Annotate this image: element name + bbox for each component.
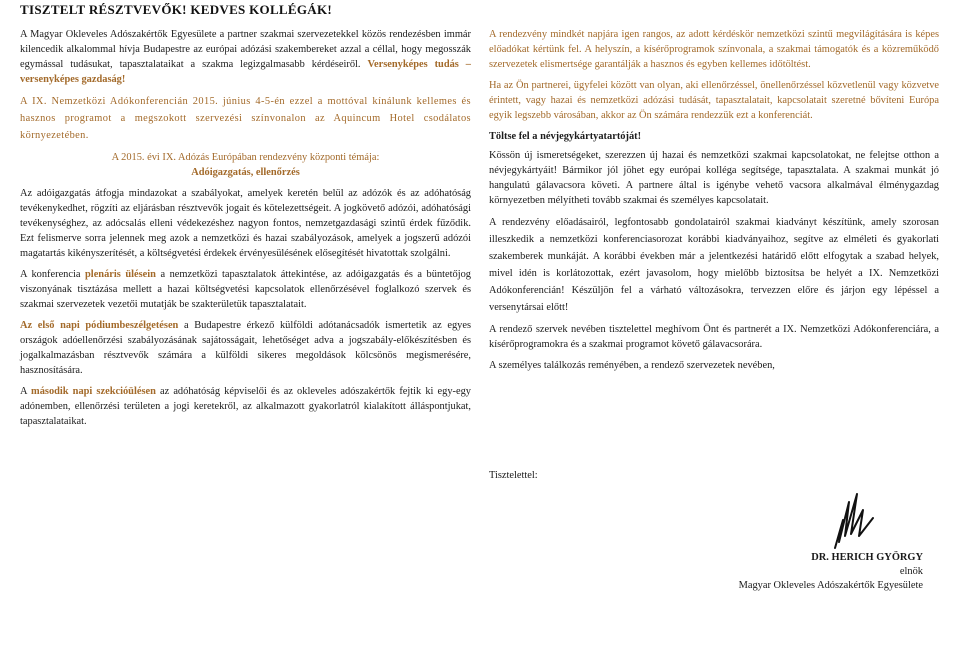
- closing-text: Tisztelettel:: [489, 470, 538, 481]
- business-card-title: Töltse fel a névjegykártyatartóját!: [489, 131, 642, 142]
- left-column: [20, 27, 471, 435]
- regards-paragraph: A személyes találkozás reményében, a rendező szervezetek nevében,: [489, 360, 775, 371]
- section-highlight: második napi szekcióülésen: [31, 386, 156, 397]
- intro-paragraph: [20, 27, 471, 87]
- invitation-paragraph: A rendező szervek nevében tisztelettel meghívom Önt és partnerét a IX. Nemzetközi Adókonferenciára, a kísérőprogramokra és a szakmai programot követő gálavacsorára.: [489, 324, 939, 350]
- signer-organization: Magyar Okleveles Adószakértők Egyesülete: [738, 580, 923, 591]
- right-column: [489, 27, 939, 379]
- section-paragraph: A második napi szekcióülésen az adóhatóság képviselői és az okleveles adószakértők fejtik ki egy-egy adónemben, ellenőrzési területen a jogi keretekről, az alkalmazott gyakorlatról kialakított álláspontjukat, tapasztalataikat.: [20, 386, 471, 427]
- plenary-highlight: plenáris ülésein: [85, 269, 156, 280]
- handwritten-signature: [829, 490, 899, 552]
- conference-paragraph: A IX. Nemzetközi Adókonferencián 2015. június 4-5-én ezzel a mottóval kínálunk kellemes és hasznos programot a megszokott szervezési színvonalon az Aquincum Hotel csodálatos környezetében.: [20, 96, 471, 141]
- topic-paragraph: Az adóigazgatás átfogja mindazokat a szabályokat, amelyek keretén belül az adózók és az adóhatóság tevékenykedhet, rögzíti az eljárásban résztvevők jogait és kötelezettségeit. A jogkövető adózói, adóhatósági tevékenységhez, az adócsalás elleni védekezéshez nagyon fontos, nemzetgazdasági szintű érdek fűződik. Ezt felismerve sorra jelennek meg azok a nemzetközi és hazai szabályozások, amelyek a jogszerű adózói magatartás kikényszerítését, a költségvetési érdekek érvényesülésének elősegítését hivatottak szolgálni.: [20, 188, 471, 259]
- audience-paragraph: Ha az Ön partnerei, ügyfelei között van olyan, aki ellenőrzéssel, önellenőrzéssel közvetlenül vagy közvetve érintett, vagy hazai és nemzetközi adózási tudását, tapasztalatait, kapcsolatait szeretné bővíteni Európa egyik legszebb városában, akkor az Ön számára rendezzük ezt a konferenciát.: [489, 80, 939, 121]
- letter-header: TISZTELT RÉSZTVEVŐK! KEDVES KOLLÉGÁK!: [20, 2, 333, 17]
- intro-text: A Magyar Okleveles Adószakértők Egyesülete a partner szakmai szervezetekkel közös rendezésben immár kilencedik alkalommal hívja Budapestre az európai adózási szakembereket azzal a céllal, hogy megosszák egymással tudásukat, tapasztalataikat a szakma legizgalmasabb kérdéseiről.: [20, 29, 471, 70]
- signer-name: DR. HERICH GYÖRGY: [811, 552, 923, 563]
- signer: [739, 551, 923, 593]
- speakers-paragraph: A rendezvény mindkét napjára igen rangos, az adott kérdéskör nemzetközi szintű megvilágítására is képes előadókat kértünk fel. A helyszín, a kísérőprogramok színvonala, a szakmai támogatók és a közreműködő szervezetek elismertsége garantálják a hasznos és egyben kellemes időtöltést.: [489, 29, 939, 70]
- panel-highlight: Az első napi pódiumbeszélgetésen: [20, 320, 179, 331]
- signature-block: [489, 470, 923, 591]
- networking-paragraph: Kössön új ismeretségeket, szerezzen új hazai és nemzetközi szakmai kapcsolatokat, ne felejtse otthon a névjegykártyáit! Bármikor jól jöhet egy európai kolléga segítsége, tapasztalata. A szakmai munkát jó hangulatú gálavacsora követi. A partnere által is igénybe vehető vacsora alkalmával élménygazdag környezetben mélyítheti tovább szakmai és személyes kapcsolatait.: [489, 150, 939, 206]
- signer-title: elnök: [899, 566, 923, 577]
- plenary-paragraph: A konferencia plenáris ülésein a nemzetközi tapasztalatok áttekintése, az adóigazgatás és a büntetőjog viszonyának tisztázása mellett a hazai költségvetési kapcsolatok ellenőrzésével foglalkozó szervek és szakmai szervezetek vezetői mutatják be szakterületük tapasztalatait.: [20, 269, 471, 310]
- panel-paragraph: Az első napi pódiumbeszélgetésen a Budapestre érkező külföldi adótanácsadók ismertetik az egyes országok adóellenőrzési szabályozásának sajátosságait, lehetőséget adva a jogszabály-előkészítésben és jogalkalmazásban résztvevők számára a külföldi sikeres megoldások kölcsönös megismerésére, hasznosítására.: [20, 320, 471, 376]
- topic-title: Adóigazgatás, ellenőrzés: [191, 167, 300, 178]
- publication-paragraph: A rendezvény előadásairól, legfontosabb gondolatairól szakmai kiadványt készítünk, amely szorosan illeszkedik a nemzetközi konferenciasorozat korábbi kiadványaihoz, segítve az elméleti és gyakorlati szakemberek munkáját. A korábbi években már a jelentkezési határidő előtt elfogytak a szabad helyek, mivel idén is korlátozottak, ezért javasolom, hogy mielőbb biztosítsa be helyét a IX. Nemzetközi Adókonferencián! Készüljön fel a várható változásokra, tervezzen előre és járjon egy lépéssel a versenytársai előtt!: [489, 217, 939, 313]
- topic-lead: A 2015. évi IX. Adózás Európában rendezvény központi témája:: [111, 152, 380, 163]
- motto-text: Versenyképes tudás – versenyképes gazdaság!: [20, 59, 471, 85]
